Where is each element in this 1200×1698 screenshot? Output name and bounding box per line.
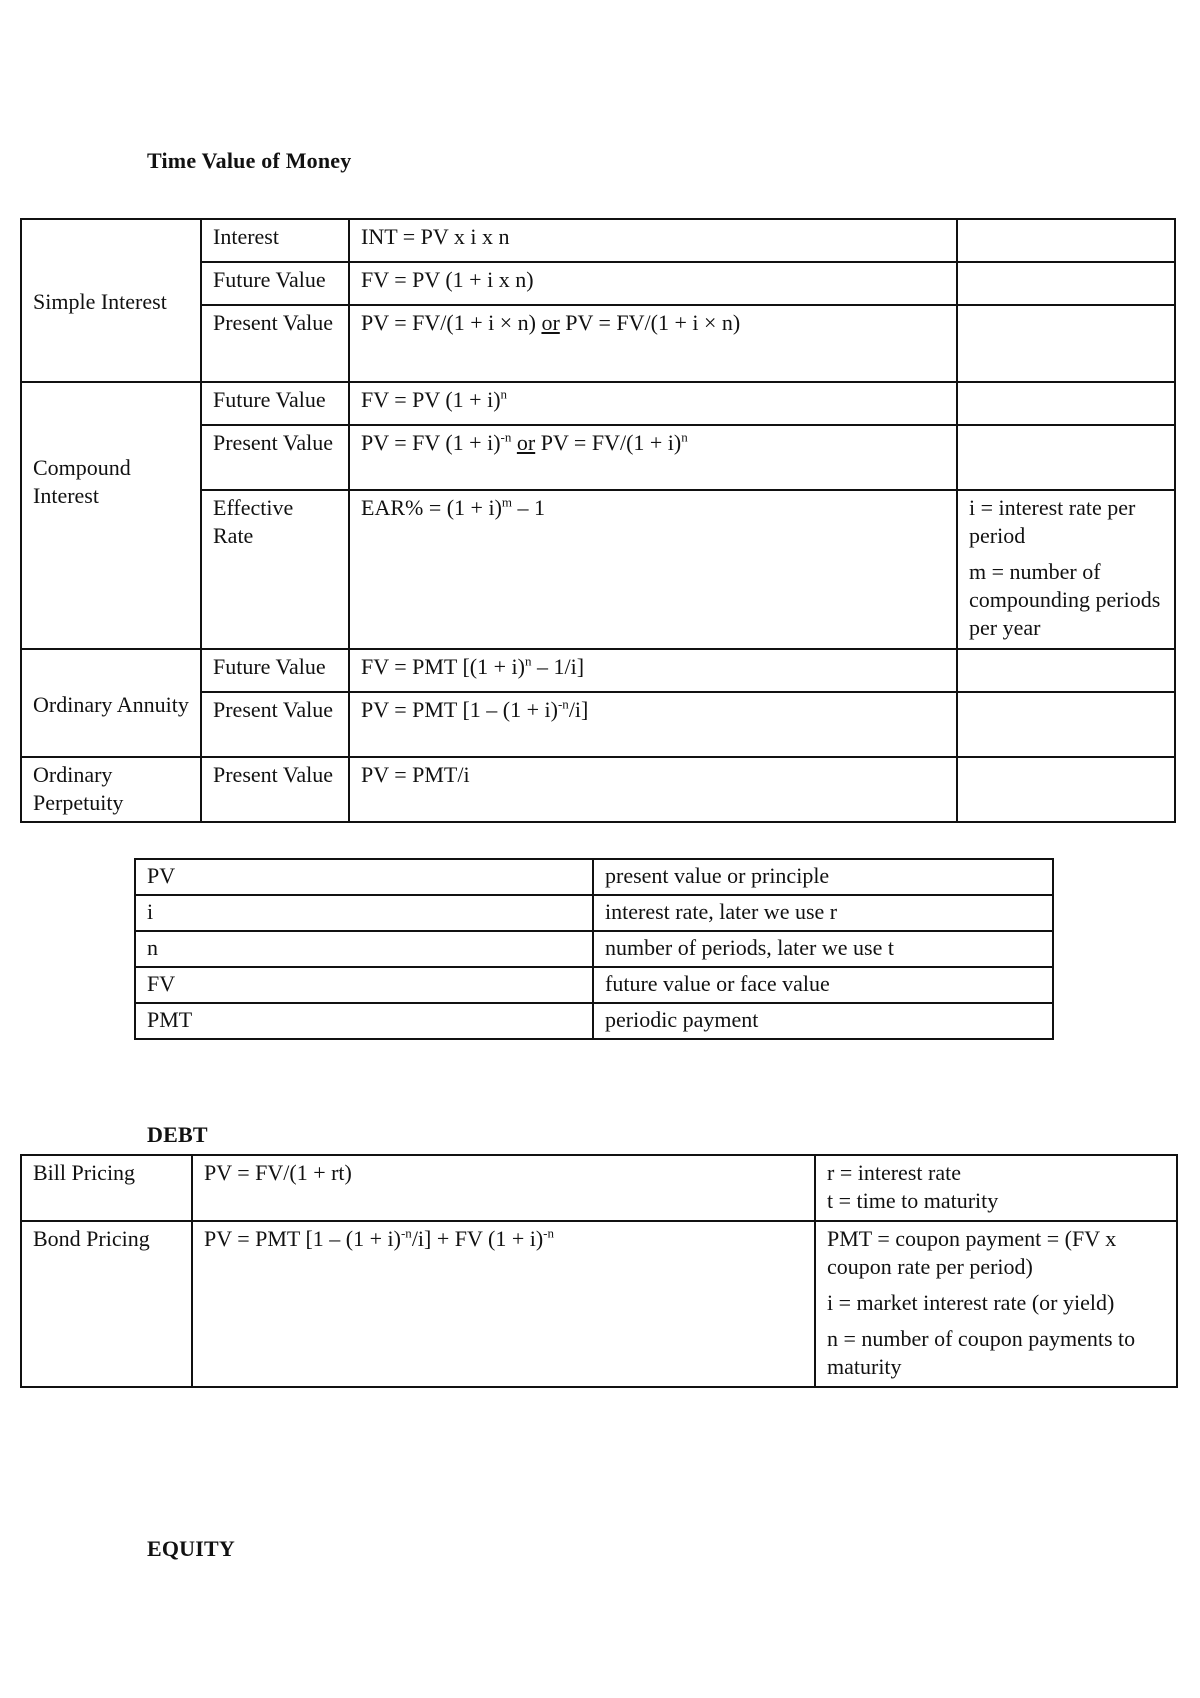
formula-type: Future Value: [201, 382, 349, 425]
formula-type: Present Value: [201, 757, 349, 822]
variable-meaning: periodic payment: [593, 1003, 1053, 1039]
debt-label: Bill Pricing: [21, 1155, 192, 1221]
variable-meaning: interest rate, later we use r: [593, 895, 1053, 931]
section-title-time-value-of-money: Time Value of Money: [147, 148, 352, 173]
note-line: r = interest rate: [827, 1160, 961, 1185]
formula-note: [815, 1155, 1177, 1221]
debt-table: [20, 1154, 1178, 1388]
group-label-ordinary-perpetuity: Ordinary Perpetuity: [21, 757, 201, 822]
group-label-ordinary-annuity: Ordinary Annuity: [21, 649, 201, 757]
formula-type: Interest: [201, 219, 349, 262]
group-label-simple-interest: Simple Interest: [21, 219, 201, 382]
formula-type: Effective Rate: [201, 490, 349, 649]
table-row: [135, 967, 1053, 1003]
table-row: [135, 931, 1053, 967]
time-value-of-money-table: [20, 218, 1176, 823]
formula-note: [957, 757, 1175, 822]
formula-note: [957, 425, 1175, 490]
variable-symbol: PV: [135, 859, 593, 895]
note-line: i = interest rate per period: [969, 495, 1136, 548]
variable-meaning: present value or principle: [593, 859, 1053, 895]
note-line: n = number of coupon payments to maturity: [827, 1326, 1136, 1379]
variable-definitions-table: [134, 858, 1054, 1040]
section-title-debt: DEBT: [147, 1122, 208, 1147]
formula: PV = FV/(1 + rt): [192, 1155, 815, 1221]
table-row: [21, 382, 1175, 425]
debt-label: Bond Pricing: [21, 1221, 192, 1387]
formula: PV = PMT $[1 - (1 + i)^{-n}/i]$: [349, 692, 957, 757]
formula-note: [957, 649, 1175, 692]
formula: $EAR\% = (1 + i)^m - 1$: [349, 490, 957, 649]
formula: FV = PV (1 + i x n): [349, 262, 957, 305]
table-row: [135, 895, 1053, 931]
formula-type: Future Value: [201, 262, 349, 305]
formula-note: [957, 382, 1175, 425]
formula: INT = PV x i x n: [349, 219, 957, 262]
formula-type: Present Value: [201, 425, 349, 490]
variable-symbol: FV: [135, 967, 593, 1003]
formula-type: Present Value: [201, 305, 349, 382]
table-row: [21, 757, 1175, 822]
formula-type: Present Value: [201, 692, 349, 757]
table-row: [135, 859, 1053, 895]
formula: PV = PMT/i: [349, 757, 957, 822]
group-label-compound-interest: Compound Interest: [21, 382, 201, 649]
formula: FV = PV $(1 + i)^n$: [349, 382, 957, 425]
table-row: [21, 649, 1175, 692]
table-row: [21, 1221, 1177, 1387]
formula-note: [957, 262, 1175, 305]
table-row: [21, 219, 1175, 262]
formula: PV = FV $(1 + i)^{-n}$ or PV = $FV/(1 + i)^n$: [349, 425, 957, 490]
section-title-equity: EQUITY: [147, 1536, 235, 1561]
formula-note: [957, 219, 1175, 262]
note-line: PMT = coupon payment = (FV x coupon rate per period): [827, 1226, 1117, 1279]
formula-note: [815, 1221, 1177, 1387]
formula-type: Future Value: [201, 649, 349, 692]
formula: PV = FV/(1 + i × n) or PV = FV/(1 + i × n): [349, 305, 957, 382]
note-line: t = time to maturity: [827, 1188, 999, 1213]
variable-symbol: PMT: [135, 1003, 593, 1039]
variable-meaning: future value or face value: [593, 967, 1053, 1003]
formula-note: [957, 490, 1175, 649]
formula: FV = PMT $[(1 + i)^n - 1/i]$: [349, 649, 957, 692]
table-row: [21, 1155, 1177, 1221]
note-line: m = number of compounding periods per year: [969, 559, 1161, 640]
variable-meaning: number of periods, later we use t: [593, 931, 1053, 967]
variable-symbol: i: [135, 895, 593, 931]
note-line: i = market interest rate (or yield): [827, 1290, 1115, 1315]
formula: PV = PMT $[1 - (1 + i)^{-n}/i]$ + FV $(1 + i)^{-n}$: [192, 1221, 815, 1387]
variable-symbol: n: [135, 931, 593, 967]
formula-note: [957, 692, 1175, 757]
formula-note: [957, 305, 1175, 382]
table-row: [135, 1003, 1053, 1039]
